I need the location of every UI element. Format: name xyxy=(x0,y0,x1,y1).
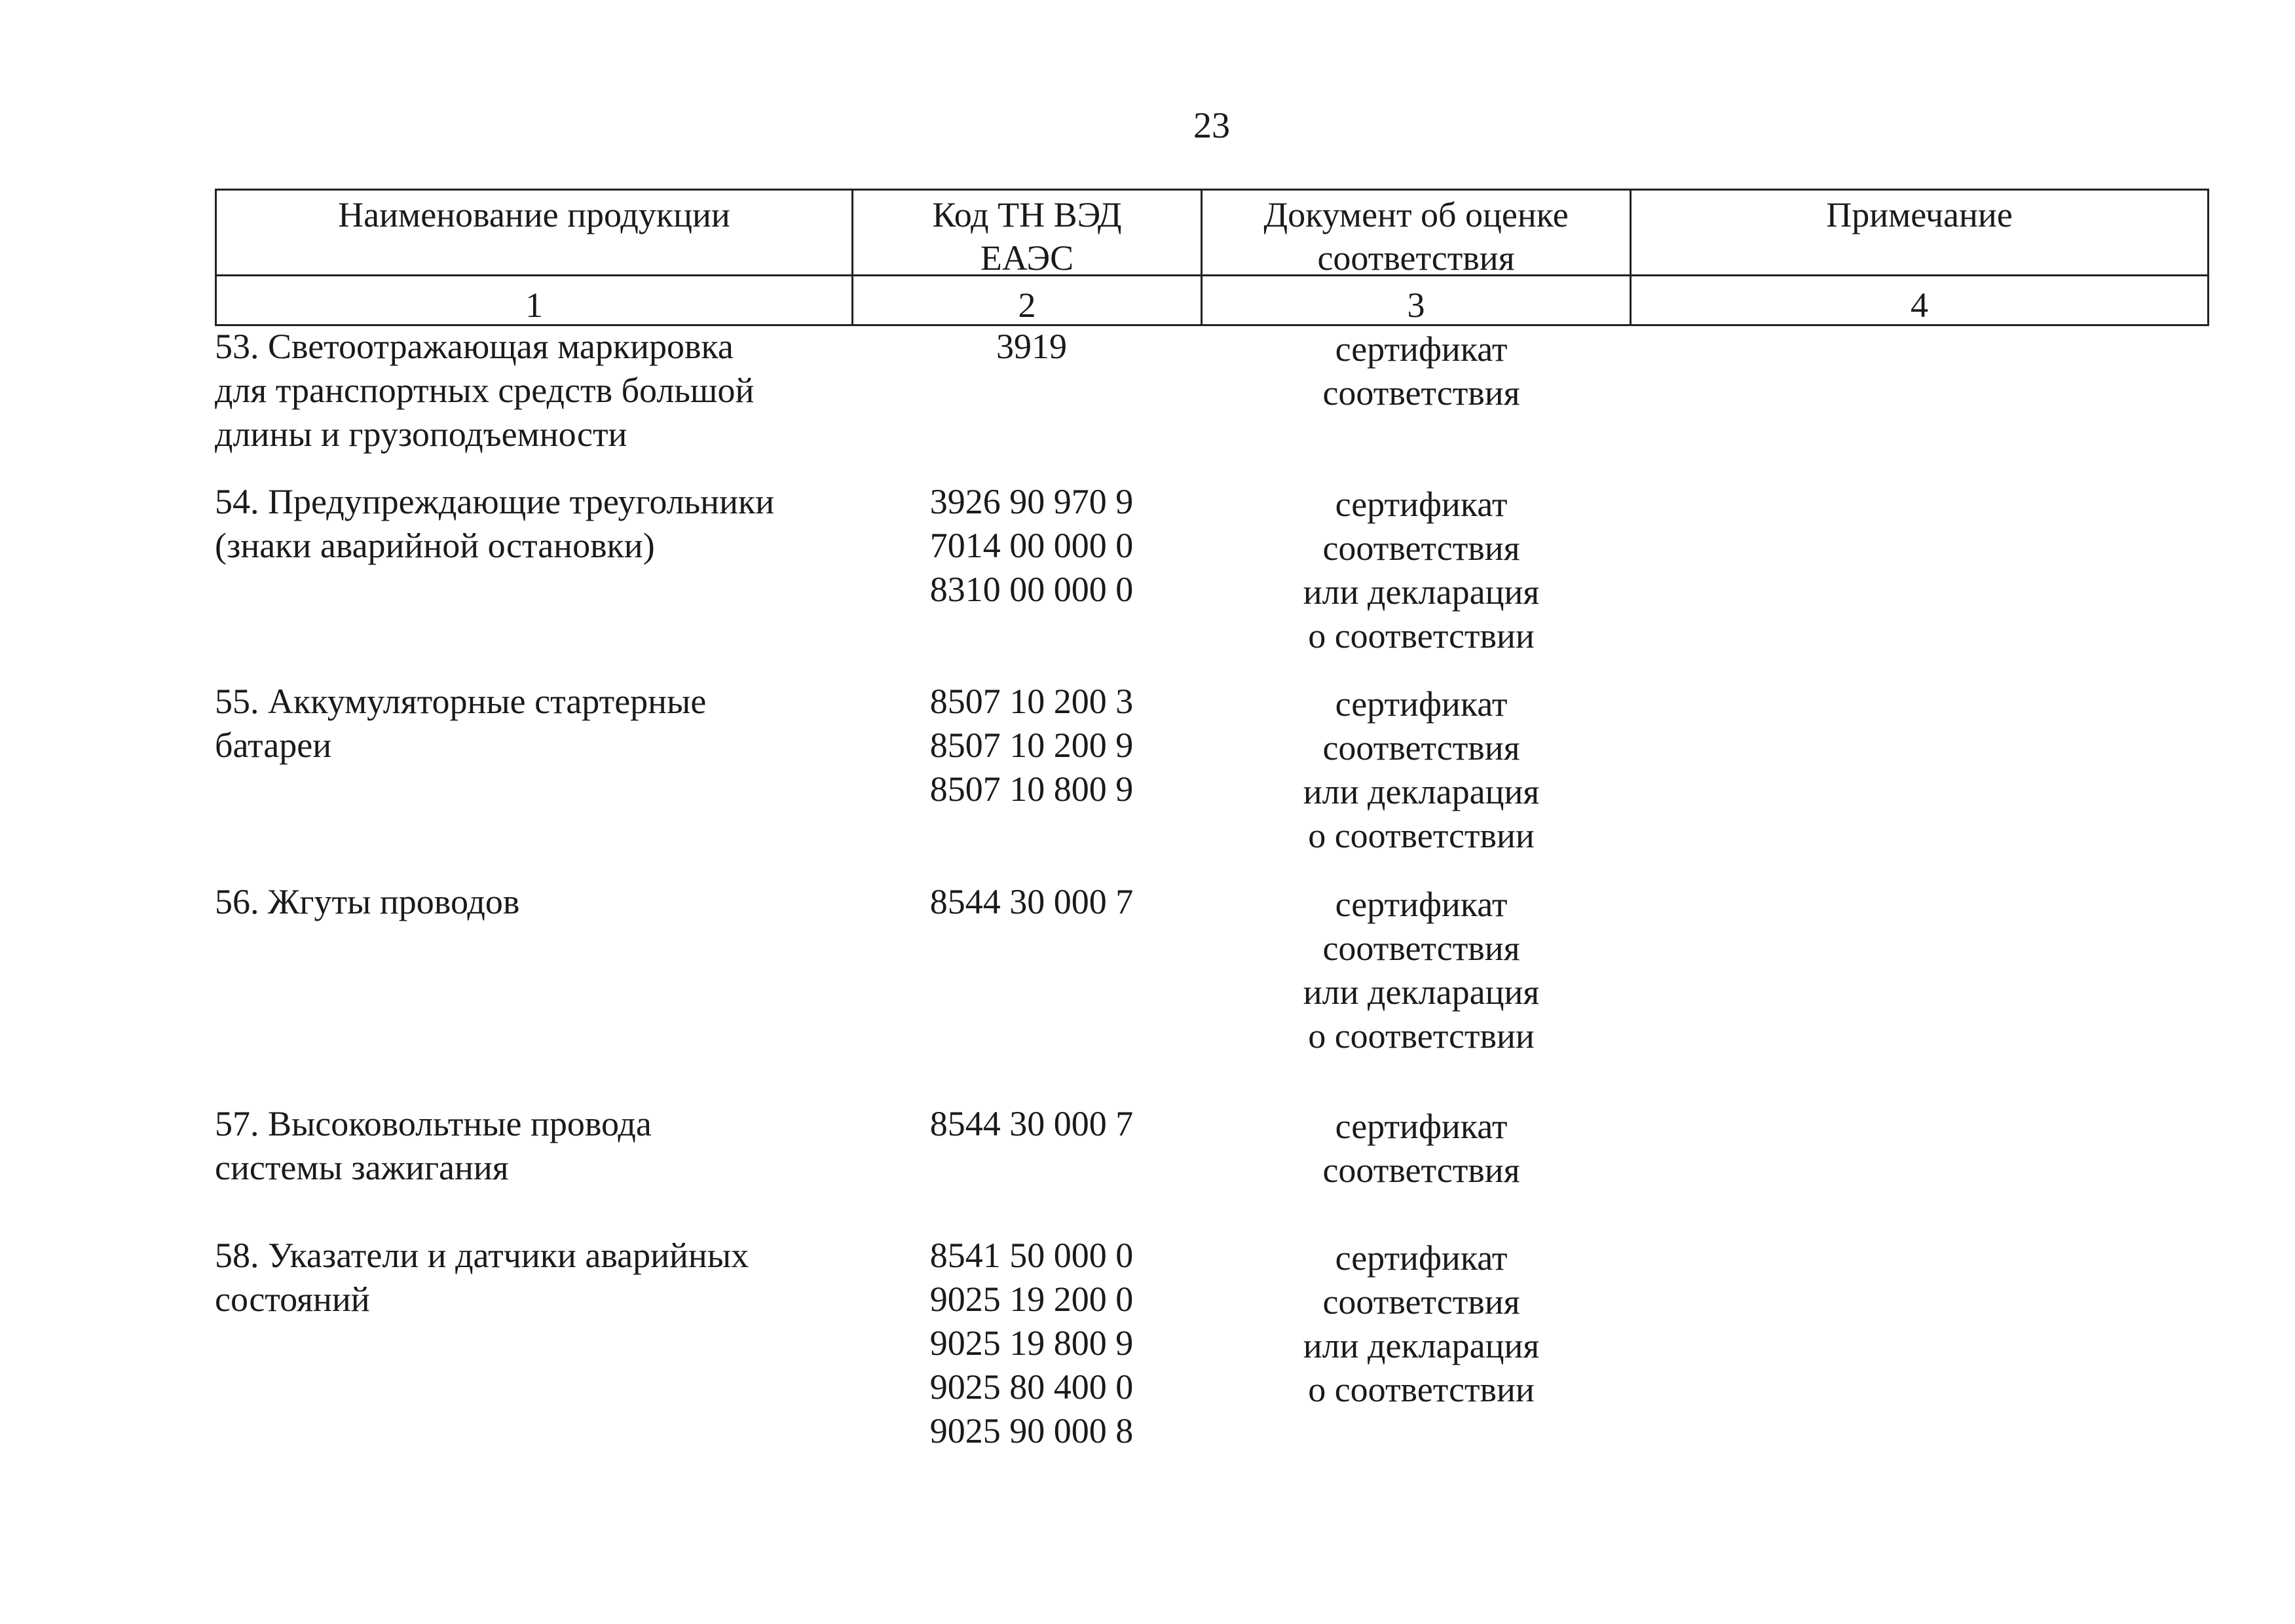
tn-ved-codes: 8507 10 200 3 8507 10 200 9 8507 10 800 9 xyxy=(929,682,1134,809)
conformity-document: сертификат соответствия xyxy=(1322,1107,1520,1190)
product-name: 55. Аккумуляторные стартерные батареи xyxy=(215,682,707,765)
product-name: 58. Указатели и датчики аварийных состояний xyxy=(215,1236,749,1319)
header-note: Примечание xyxy=(1826,195,2013,234)
conformity-document: сертификат соответствия xyxy=(1322,329,1520,413)
product-name: 57. Высоковольтные провода системы зажигания xyxy=(215,1104,652,1187)
tn-ved-codes: 3919 xyxy=(996,327,1067,366)
table-header xyxy=(215,189,2209,326)
tn-ved-codes: 8541 50 000 0 9025 19 200 0 9025 19 800 9 9025 80 400 0 9025 90 000 8 xyxy=(929,1236,1134,1450)
product-name: 54. Предупреждающие треугольники (знаки аварийной остановки) xyxy=(215,482,775,565)
page-number: 23 xyxy=(1193,105,1230,146)
conformity-document: сертификат соответствия или декларация о соответствии xyxy=(1303,684,1540,855)
tn-ved-codes: 8544 30 000 7 xyxy=(929,1104,1134,1143)
header-product-name: Наименование продукции xyxy=(338,195,730,234)
header-document: Документ об оценке соответствия xyxy=(1263,195,1569,278)
column-number: 4 xyxy=(1911,286,1928,325)
product-name: 53. Светоотражающая маркировка для транспортных средств большой длины и грузоподъемности xyxy=(215,327,755,454)
tn-ved-codes: 3926 90 970 9 7014 00 000 0 8310 00 000 0 xyxy=(929,482,1134,609)
conformity-document: сертификат соответствия или декларация о соответствии xyxy=(1303,485,1540,655)
column-number: 1 xyxy=(525,286,543,325)
header-code: Код ТН ВЭД ЕАЭС xyxy=(932,195,1122,278)
product-name: 56. Жгуты проводов xyxy=(215,882,520,921)
tn-ved-codes: 8544 30 000 7 xyxy=(929,882,1134,921)
column-number: 2 xyxy=(1018,286,1036,325)
conformity-document: сертификат соответствия или декларация о соответствии xyxy=(1303,885,1540,1056)
conformity-document: сертификат соответствия или декларация о соответствии xyxy=(1303,1238,1540,1409)
column-number: 3 xyxy=(1407,286,1425,325)
